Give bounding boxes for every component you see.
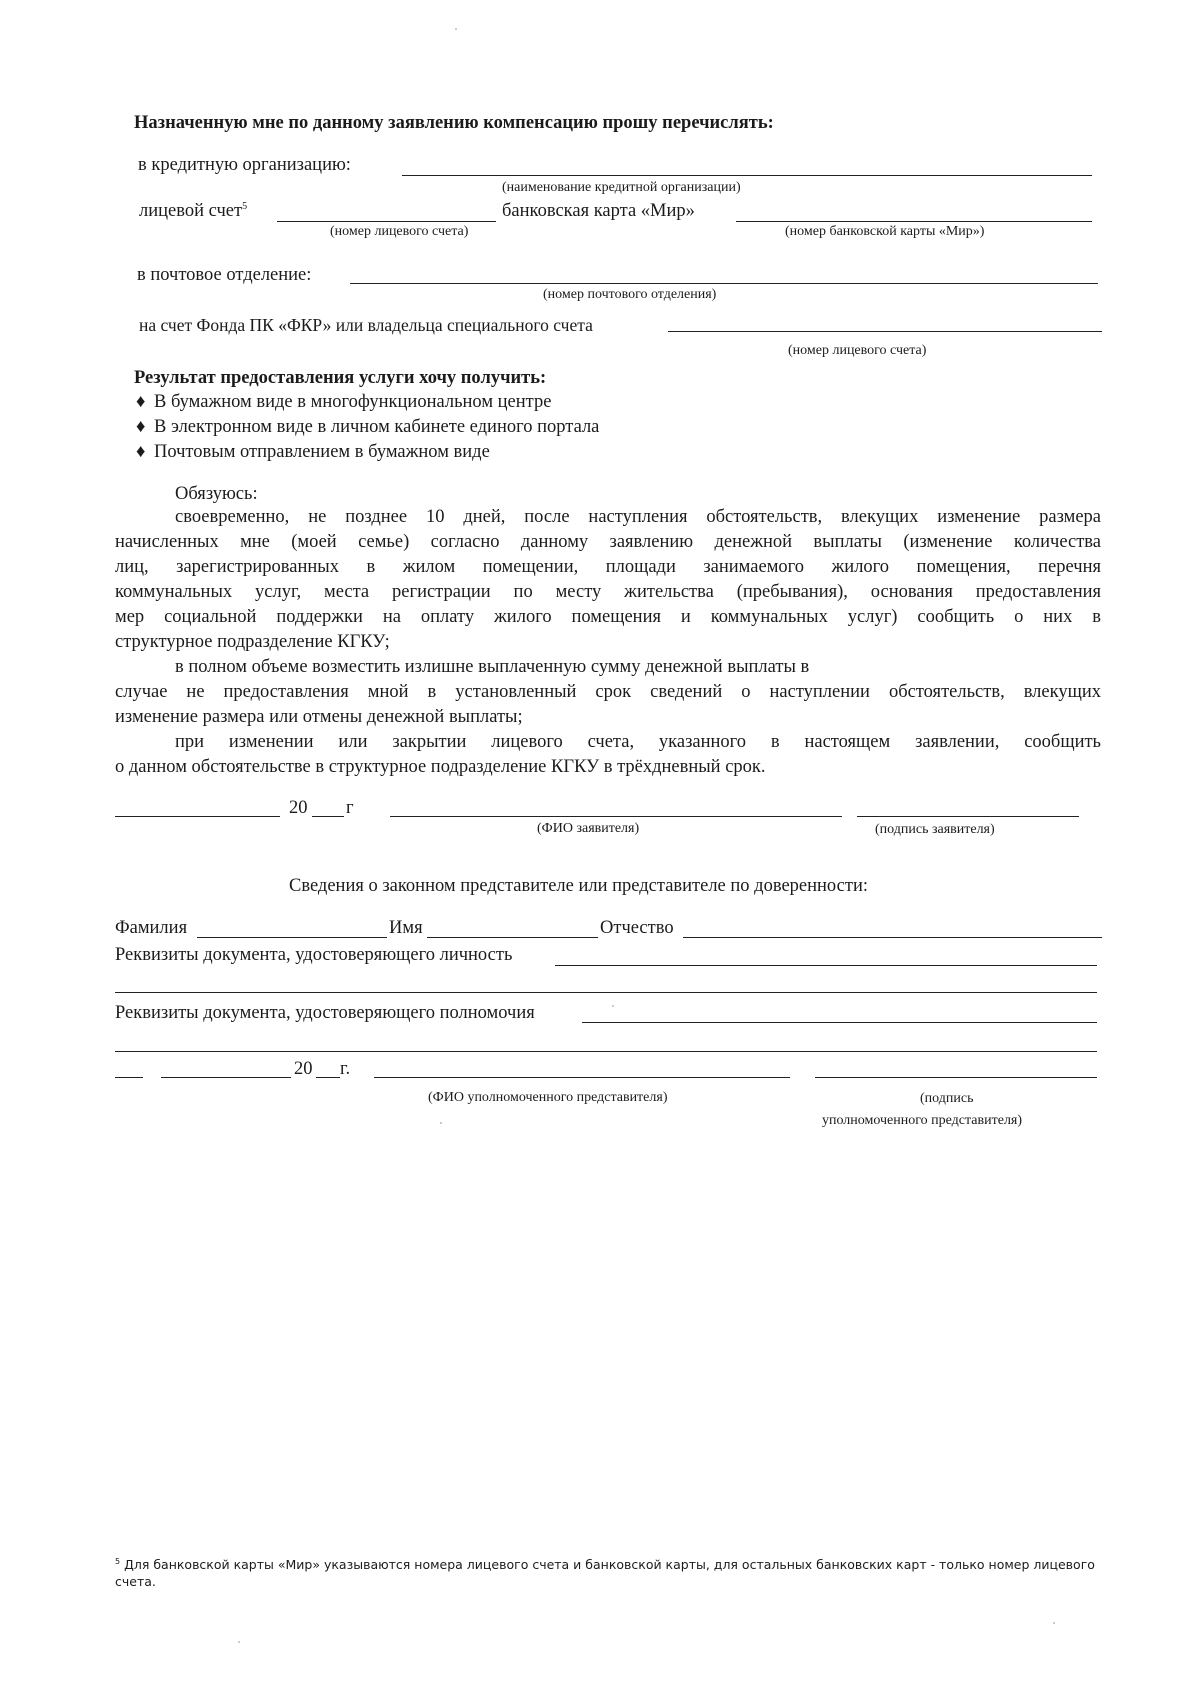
scan-speck: [238, 1641, 240, 1643]
result-option-mfc[interactable]: ♦ В бумажном виде в многофункциональном центре: [136, 392, 552, 412]
payment-heading: Назначенную мне по данному заявлению компенсацию прошу перечислять:: [134, 113, 774, 133]
representative-heading: Сведения о законном представителе или представителе по доверенности:: [289, 876, 868, 896]
name-field[interactable]: [427, 937, 598, 938]
applicant-signature-field[interactable]: [857, 816, 1079, 817]
rep-signature-hint-2: уполномоченного представителя): [822, 1113, 1023, 1128]
rep-year-field[interactable]: [316, 1077, 340, 1078]
applicant-fio-hint: (ФИО заявителя): [537, 821, 640, 836]
account-number-field[interactable]: [277, 221, 496, 222]
rep-fio-field[interactable]: [374, 1077, 790, 1078]
id-document-label: Реквизиты документа, удостоверяющего личность: [115, 945, 513, 965]
id-document-field[interactable]: [555, 965, 1097, 966]
surname-field[interactable]: [197, 937, 387, 938]
rep-signature-field[interactable]: [815, 1077, 1097, 1078]
credit-org-hint: (наименование кредитной организации): [502, 180, 741, 195]
applicant-year-field[interactable]: [312, 816, 344, 817]
result-option-portal[interactable]: ♦ В электронном виде в личном кабинете единого портала: [136, 417, 600, 437]
fund-account-hint: (номер лицевого счета): [788, 343, 927, 358]
post-office-field[interactable]: [350, 283, 1098, 284]
diamond-bullet-icon: ♦: [136, 392, 146, 412]
patronymic-label: Отчество: [600, 918, 674, 938]
rep-day-field[interactable]: [115, 1077, 143, 1078]
rep-fio-hint: (ФИО уполномоченного представителя): [428, 1090, 668, 1105]
account-label: лицевой счет$^5$: [139, 201, 248, 222]
diamond-bullet-icon: ♦: [136, 442, 146, 462]
scan-speck: [455, 28, 457, 30]
rep-year-suffix: г.: [340, 1059, 351, 1079]
result-option-mail[interactable]: ♦ Почтовым отправлением в бумажном виде: [136, 442, 490, 462]
result-heading: Результат предоставления услуги хочу получить:: [134, 368, 547, 388]
footnote-ref: 5: [242, 201, 248, 212]
post-office-label: в почтовое отделение:: [137, 265, 312, 285]
obligation-paragraph-3: при изменении или закрытии лицевого счета, указанного в настоящем заявлении, сообщить о данном обстоятельстве в структурное подразделение КГКУ в трёхдневный срок.: [115, 732, 1101, 777]
authority-document-field-extra[interactable]: [115, 1051, 1097, 1052]
authority-document-label: Реквизиты документа, удостоверяющего полномочия: [115, 1003, 535, 1023]
rep-year-prefix: 20: [294, 1059, 313, 1079]
obligations-title: Обязуюсь:: [175, 484, 258, 504]
fund-account-label: на счет Фонда ПК «ФКР» или владельца специального счета: [139, 315, 593, 335]
scan-speck: [612, 1005, 614, 1007]
footnote: $^5$ Для банковской карты «Мир» указываются номера лицевого счета и банковской карты, для остальных банковских карт - только номер лицевого счета.: [115, 1557, 1095, 1590]
applicant-signature-hint: (подпись заявителя): [875, 822, 995, 837]
patronymic-field[interactable]: [683, 937, 1102, 938]
scan-speck: [440, 1122, 442, 1124]
rep-month-field[interactable]: [161, 1077, 291, 1078]
authority-document-field[interactable]: [582, 1022, 1097, 1023]
id-document-field-extra[interactable]: [115, 992, 1097, 993]
scan-speck: [1053, 1622, 1055, 1624]
diamond-bullet-icon: ♦: [136, 417, 146, 437]
obligation-paragraph-2: в полном объеме возместить излишне выплаченную сумму денежной выплаты в случае не предоставления мной в установленный срок сведений о наступлении обстоятельств, влекущих изменение размера или отмены денежной выплаты;: [115, 657, 1101, 727]
mir-card-hint: (номер банковской карты «Мир»): [785, 224, 985, 239]
obligation-paragraph-1: своевременно, не позднее 10 дней, после наступления обстоятельств, влекущих изменение размера начисленных мне (моей семье) согласно данному заявлению денежной выплаты (изменение количества лиц, зарегистрированных в жилом помещении, площади занимаемого жилого помещения, перечня коммунальных услуг, места регистрации по месту жительства (пребывания), основания предоставления мер социальной поддержки на оплату жилого помещения и коммунальных услуг) сообщить о них в структурное подразделение КГКУ;: [115, 507, 1101, 652]
name-label: Имя: [389, 918, 423, 938]
rep-signature-hint-1: (подпись: [920, 1091, 974, 1106]
post-office-hint: (номер почтового отделения): [543, 287, 717, 302]
applicant-year-prefix: 20: [289, 798, 308, 818]
credit-org-label: в кредитную организацию:: [138, 155, 351, 175]
surname-label: Фамилия: [115, 918, 188, 938]
fund-account-field[interactable]: [668, 331, 1102, 332]
applicant-year-suffix: г: [346, 798, 354, 818]
applicant-date-field[interactable]: [115, 816, 280, 817]
applicant-fio-field[interactable]: [390, 816, 842, 817]
mir-card-label: банковская карта «Мир»: [502, 201, 695, 221]
mir-card-field[interactable]: [736, 221, 1092, 222]
account-hint: (номер лицевого счета): [330, 224, 469, 239]
credit-org-field[interactable]: [402, 175, 1092, 176]
